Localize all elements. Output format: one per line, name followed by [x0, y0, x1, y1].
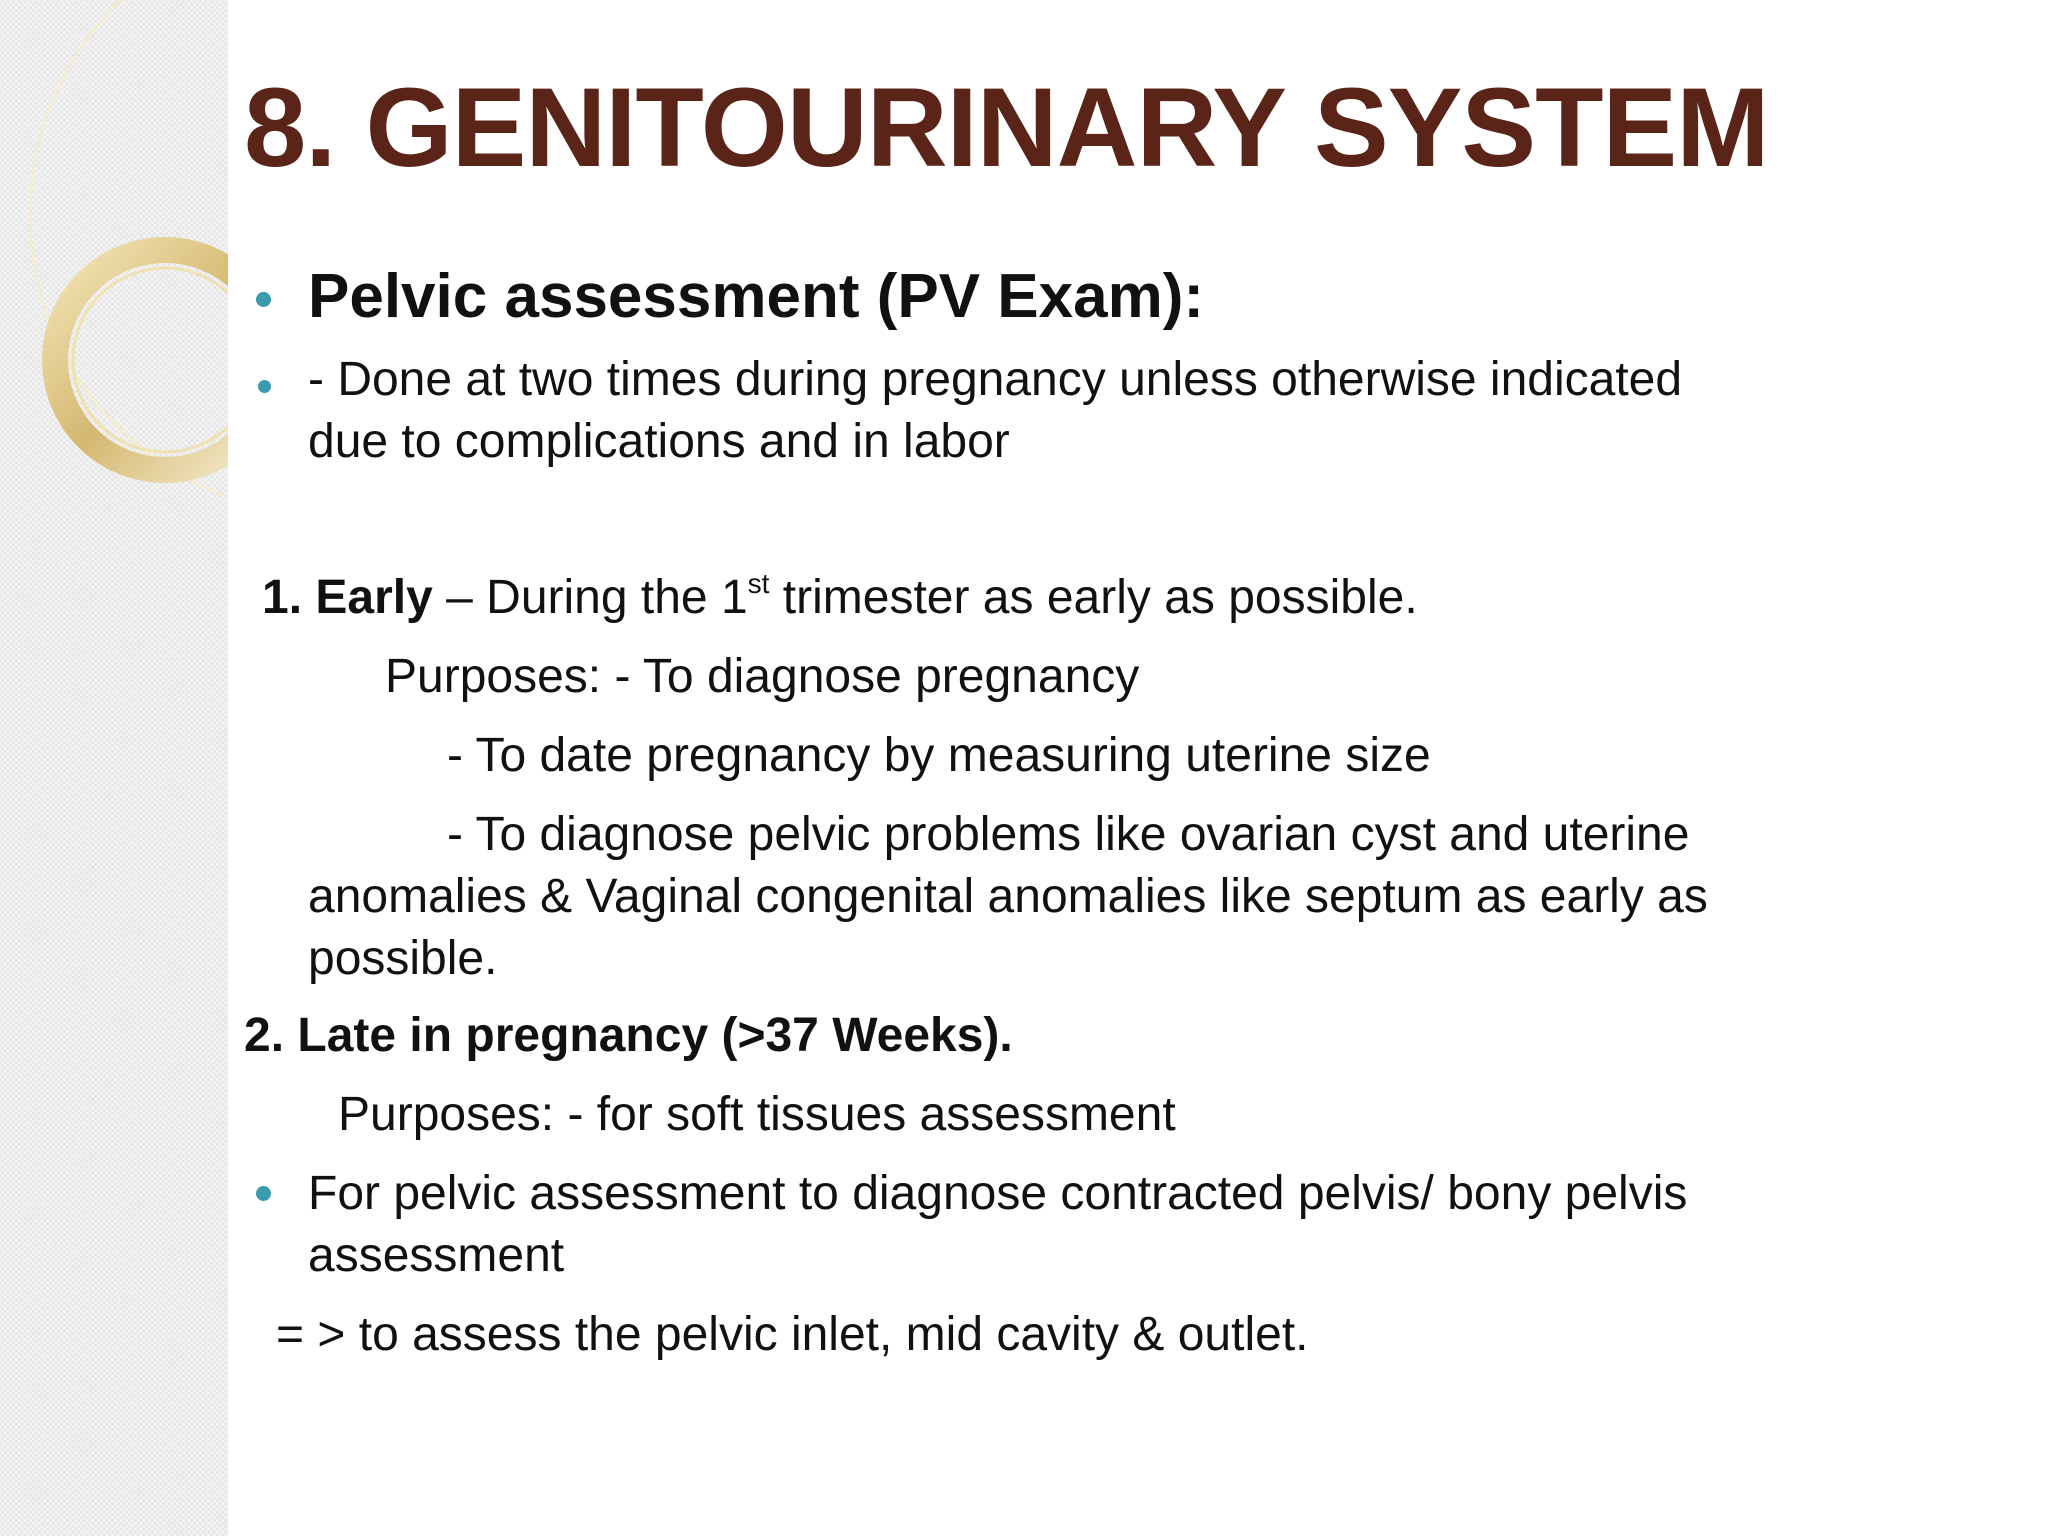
- early-purpose-2: - To date pregnancy by measuring uterine size: [447, 729, 1431, 782]
- early-purpose-3-line-3: possible.: [308, 932, 498, 985]
- section-heading: Pelvic assessment (PV Exam):: [308, 262, 1205, 331]
- bullet-dot-icon: [256, 1186, 271, 1201]
- early-purpose-3-line-1: - To diagnose pelvic problems like ovarian cyst and uterine: [447, 808, 1690, 861]
- early-label: 1. Early: [262, 571, 433, 624]
- bullet-dot-icon: [256, 292, 271, 307]
- intro-line-1: - Done at two times during pregnancy unless otherwise indicated: [308, 353, 1683, 406]
- early-superscript: st: [747, 568, 770, 599]
- late-bullet-line-2: assessment: [308, 1229, 565, 1282]
- conclusion-line: = > to assess the pelvic inlet, mid cavity & outlet.: [276, 1308, 1309, 1361]
- slide-title: 8. GENITOURINARY SYSTEM: [244, 65, 1769, 190]
- early-purpose-3-line-2: anomalies & Vaginal congenital anomalies like septum as early as: [308, 870, 1708, 923]
- late-purpose-1: Purposes: - for soft tissues assessment: [338, 1088, 1176, 1141]
- early-heading: [262, 567, 1418, 629]
- decorative-side-panel: [0, 0, 228, 1536]
- late-heading: 2. Late in pregnancy (>37 Weeks).: [244, 1009, 1013, 1062]
- early-text-b: trimester as early as possible.: [769, 571, 1418, 624]
- gold-ring-icon: [0, 0, 228, 1536]
- bullet-dot-icon: [258, 380, 271, 393]
- late-bullet-line-1: For pelvic assessment to diagnose contracted pelvis/ bony pelvis: [308, 1167, 1688, 1220]
- early-text-a: – During the 1: [432, 571, 748, 624]
- intro-line-2: due to complications and in labor: [308, 415, 1010, 468]
- early-purpose-1: Purposes: - To diagnose pregnancy: [385, 650, 1140, 703]
